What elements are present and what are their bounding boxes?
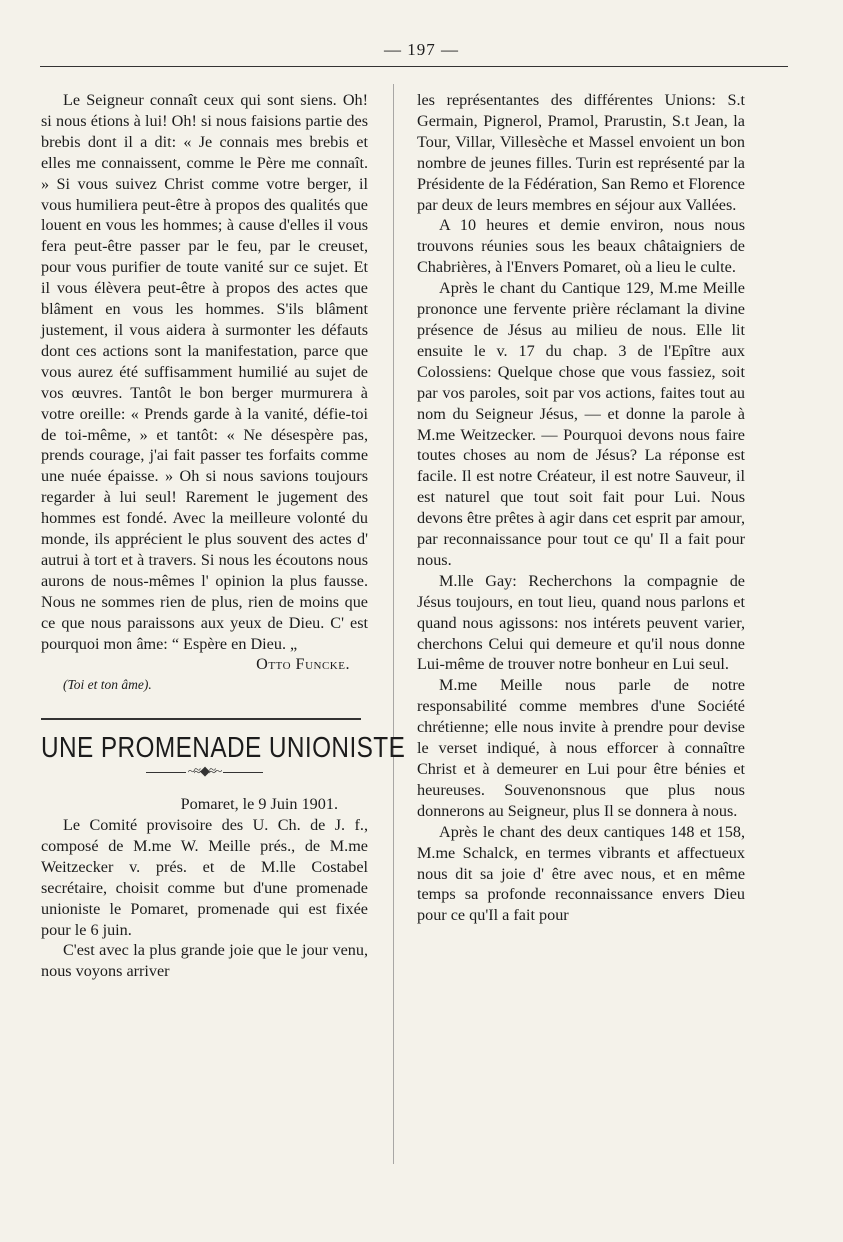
section-rule [41, 718, 361, 720]
paragraph: C'est avec la plus grande joie que le jour venu, nous voyons arriver [41, 941, 368, 981]
header-rule [40, 66, 788, 67]
paragraph: Après le chant des deux cantiques 148 et 158, M.me Schalck, en termes vibrants et affectueux nous dit sa joie d' être avec nous, et en même temps sa profonde reconnaissance envers Dieu pour ce qu'Il a fait pour [417, 822, 745, 925]
paragraph: les représentantes des différentes Unions: S.t Germain, Pignerol, Pramol, Prarustin, S.t Jean, la Tour, Villar, Villesèche et Massel envoient un bon nombre de jeunes filles. Turin est représenté par la Présidente de la Fédération, San Remo et Florence par deux de leurs membres en séjour aux Vallées. [417, 91, 745, 214]
left-column [41, 90, 406, 982]
paragraph: Après le chant du Cantique 129, M.me Meille prononce une fervente prière réclamant la divine présence de Jésus au milieu de nous. Elle lit ensuite le v. 17 du chap. 3 de l'Epître aux Colossiens: Quelque chose que vous fassiez, soit par vos paroles, soit par vos actions, faites tout au nom du Seigneur Jésus, — et donne la parole à M.me Weitzecker. — Pourquoi devons nous faire toutes choses au nom de Jésus? La réponse est facile. Il est notre Créateur, il est notre Sauveur, il est naturel que tout soit fait pour Lui. Nous devons être prêtes à agir dans cet esprit par amour, par reconnaissance pour tout ce qu' Il a fait pour nous. [417, 279, 745, 569]
column-divider [393, 84, 394, 1164]
page-number: — 197 — [384, 40, 459, 59]
paragraph: A 10 heures et demie environ, nous nous trouvons réunies sous les beaux châtaigniers de Chabrières, à l'Envers Pomaret, où a lieu le culte. [417, 216, 745, 277]
ornament-line-right [223, 772, 263, 773]
source-citation: (Toi et ton âme). [63, 677, 152, 693]
paragraph: Le Seigneur connaît ceux qui sont siens. Oh! si nous étions à lui! Oh! si nous faisions partie des brebis dont il a dit: « Je connais mes brebis et elles me connaissent, comme le Père me connaît. » Si vous suivez Christ comme votre berger, il vous humiliera peut-être à propos des qualités que louent en vous les hommes; à cause d'elles il vous fera peut-être passer par le feu, par le creuset, pour vous purifier de toute vanité sur ce sujet. Et il vous élèvera peut-être à propos des actes que blâment en vous les hommes. S'ils blâment justement, il vous aidera à surmonter les défauts dont ces actions sont la manifestation, parce que vous aurez été suffisamment humilié au sujet de vos œuvres. Tantôt le bon berger murmurera à votre oreille: « Prends garde à la vanité, défie-toi de toi-même, » et tantôt: « Ne désespère pas, prends courage, j'ai fait passer tes forfaits comme une nuée épaisse. » Oh si nous savions toujours regarder à lui seul! Rarement le jugement des hommes est fondé. Avec la meilleure volonté du monde, ils apprécient le plus souvent des actes d' autrui à tort et à travers. Si nous les écoutons nous aurons de nous-mêmes l' opinion la plus fausse. Nous ne sommes rien de plus, rien de moins que ce que nous paraissons aux yeux de Dieu. C' est pourquoi mon âme: “ Espère en Dieu. „ [41, 91, 368, 653]
paragraph: M.me Meille nous parle de notre responsabilité comme membres d'une Société chrétienne; elle nous invite à prendre pour devise le verset indiqué, à nous efforcer à connaître Christ et à demeurer en Lui pour être bénies et heureuses. Souvenonsnous que plus nous donnerons au Seigneur, plus Il se donnera à nous. [417, 676, 745, 820]
ornament-glyph: ~≈◆≈~ [187, 763, 222, 779]
right-column [417, 90, 745, 926]
paragraph: Le Comité provisoire des U. Ch. de J. f., composé de M.me W. Meille prés., de M.me Weitzecker v. prés. et de M.lle Costabel secrétaire, choisit comme but d'une promenade unioniste le Pomaret, promenade qui est fixée pour le 6 juin. [41, 816, 368, 939]
ornament-line-left [146, 772, 186, 773]
author-signature: Otto Funcke. [256, 655, 350, 674]
section-title: UNE PROMENADE UNIONISTE [41, 732, 406, 765]
paragraph: M.lle Gay: Recherchons la compagnie de Jésus toujours, en tout lieu, quand nous parlons et quand nous agissons: nos intérets peuvent varier, cherchons Celui qui demeure et qu'il nous donne Lui-même de trouver notre bonheur en Lui seul. [417, 571, 745, 674]
dateline: Pomaret, le 9 Juin 1901. [180, 795, 338, 814]
ornament [41, 761, 368, 782]
